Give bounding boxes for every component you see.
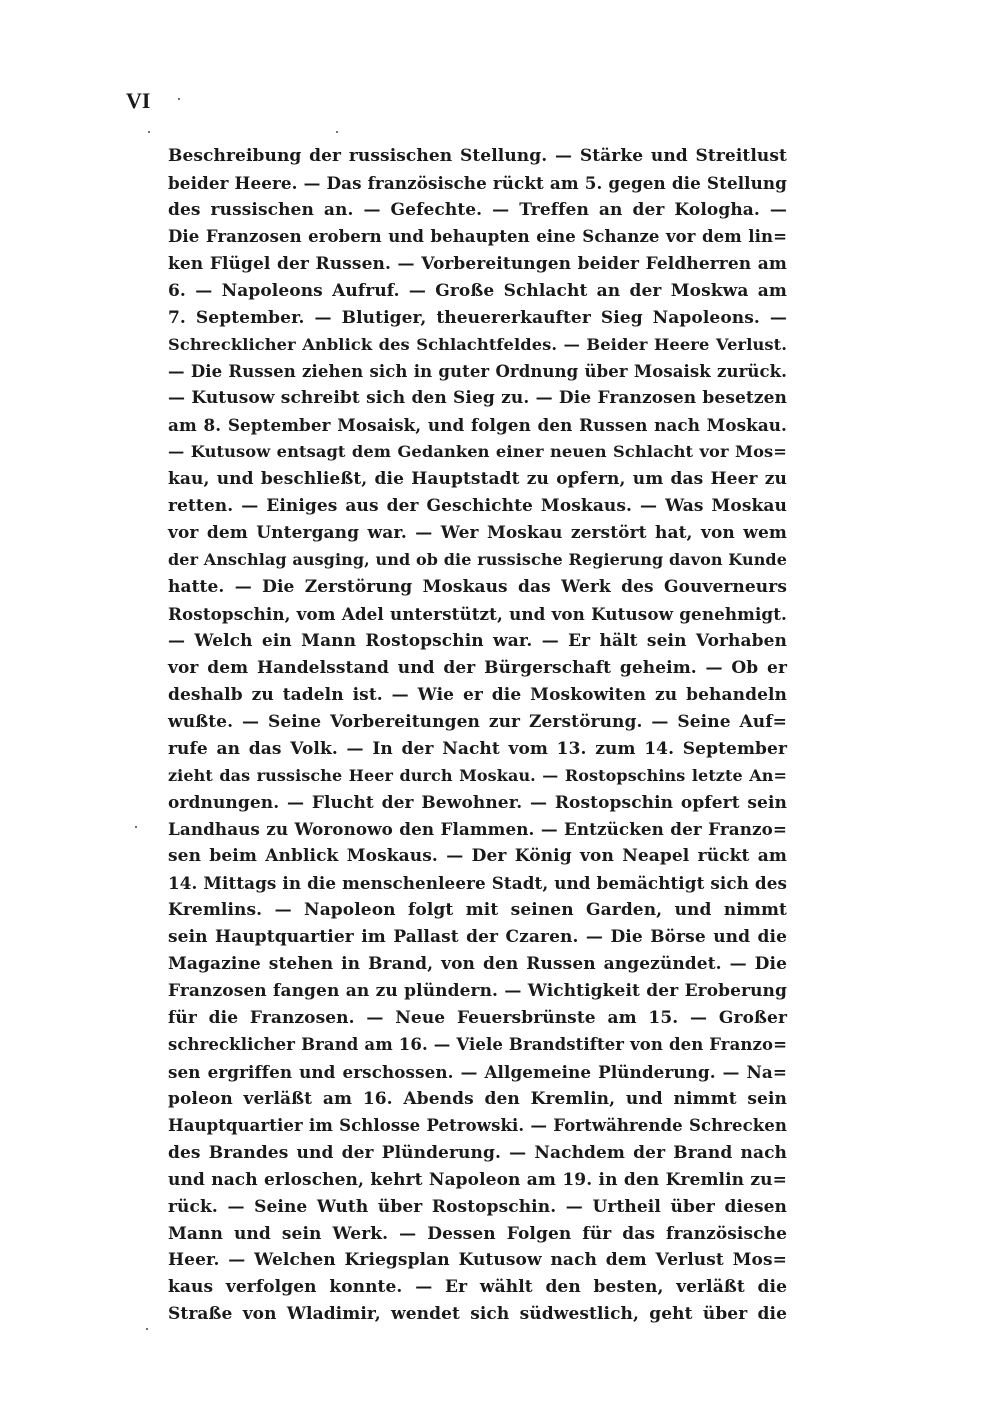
scan-speck [146, 1328, 148, 1330]
text-line: zieht das russische Heer durch Moskau. — Rostopschins letzte An= [168, 765, 787, 785]
text-line: deshalb zu tadeln ist. — Wie er die Moskowiten zu behandeln [168, 684, 787, 705]
text-line: Landhaus zu Woronowo den Flammen. — Entzücken der Franzo= [168, 819, 787, 840]
text-line: Heer. — Welchen Kriegsplan Kutusow nach dem Verlust Mos= [168, 1250, 787, 1271]
scan-speck [148, 131, 150, 133]
summary-text-block [168, 143, 787, 1328]
text-line: sein Hauptquartier im Pallast der Czaren. — Die Börse und die [168, 927, 787, 948]
text-line: Hauptquartier im Schlosse Petrowski. — Fortwährende Schrecken [168, 1115, 787, 1135]
text-line: hatte. — Die Zerstörung Moskaus das Werk des Gouverneurs [168, 577, 787, 597]
text-line: Schrecklicher Anblick des Schlachtfeldes. — Beider Heere Verlust. [168, 334, 787, 354]
text-line: rück. — Seine Wuth über Rostopschin. — Urtheil über diesen [168, 1196, 787, 1217]
scan-speck [178, 98, 180, 100]
text-line: 7. September. — Blutiger, theuererkaufter Sieg Napoleons. — [168, 307, 787, 328]
scan-speck [135, 826, 137, 828]
page-number: VI [126, 88, 151, 113]
text-line: vor dem Handelsstand und der Bürgerschaft geheim. — Ob er [168, 657, 787, 678]
text-line: am 8. September Mosaisk, und folgen den Russen nach Moskau. [168, 415, 787, 436]
text-line: Rostopschin, vom Adel unterstützt, und von Kutusow genehmigt. [168, 603, 787, 624]
text-line: der Anschlag ausging, und ob die russische Regierung davon Kunde [168, 550, 787, 570]
text-line: schrecklicher Brand am 16. — Viele Brandstifter von den Franzo= [168, 1034, 787, 1054]
text-line: Magazine stehen in Brand, von den Russen angezündet. — Die [168, 954, 787, 975]
text-line: 14. Mittags in die menschenleere Stadt, und bemächtigt sich des [168, 873, 787, 894]
text-line: für die Franzosen. — Neue Feuersbrünste am 15. — Großer [168, 1008, 787, 1028]
text-line: — Kutusow schreibt sich den Sieg zu. — Die Franzosen besetzen [168, 388, 787, 409]
text-line: und nach erloschen, kehrt Napoleon am 19. in den Kremlin zu= [168, 1169, 787, 1190]
text-line: ordnungen. — Flucht der Bewohner. — Rostopschin opfert sein [168, 792, 787, 813]
text-line: beider Heere. — Das französische rückt am 5. gegen die Stellung [168, 172, 787, 193]
text-line: sen ergriffen und erschossen. — Allgemeine Plünderung. — Na= [168, 1061, 787, 1082]
text-line: kau, und beschließt, die Hauptstadt zu opfern, um das Heer zu [168, 469, 787, 490]
text-line: Straße von Wladimir, wendet sich südwestlich, geht über die [168, 1304, 787, 1325]
text-line: sen beim Anblick Moskaus. — Der König von Neapel rückt am [168, 846, 787, 867]
text-line: Mann und sein Werk. — Dessen Folgen für das französische [168, 1223, 787, 1244]
text-line: retten. — Einiges aus der Geschichte Moskaus. — Was Moskau [168, 496, 787, 517]
text-line: wußte. — Seine Vorbereitungen zur Zerstörung. — Seine Auf= [168, 711, 787, 732]
scan-speck [336, 131, 338, 133]
text-line: 6. — Napoleons Aufruf. — Große Schlacht an der Moskwa am [168, 280, 787, 301]
text-line: des Brandes und der Plünderung. — Nachdem der Brand nach [168, 1142, 787, 1163]
text-line: — Welch ein Mann Rostopschin war. — Er hält sein Vorhaben [168, 630, 787, 651]
text-line: rufe an das Volk. — In der Nacht vom 13. zum 14. September [168, 738, 787, 759]
text-line: des russischen an. — Gefechte. — Treffen an der Kologha. — [168, 199, 787, 220]
text-line: Franzosen fangen an zu plündern. — Wichtigkeit der Eroberung [168, 981, 787, 1002]
text-line: Die Franzosen erobern und behaupten eine Schanze vor dem lin= [168, 226, 787, 246]
text-line: kaus verfolgen konnte. — Er wählt den besten, verläßt die [168, 1277, 787, 1298]
text-line: vor dem Untergang war. — Wer Moskau zerstört hat, von wem [168, 523, 787, 544]
text-line: Kremlins. — Napoleon folgt mit seinen Garden, und nimmt [168, 900, 787, 921]
text-line: Beschreibung der russischen Stellung. — Stärke und Streitlust [168, 146, 787, 166]
text-line: — Die Russen ziehen sich in guter Ordnung über Mosaisk zurück. [168, 361, 787, 381]
text-line: ken Flügel der Russen. — Vorbereitungen beider Feldherren am [168, 253, 787, 274]
text-line: — Kutusow entsagt dem Gedanken einer neuen Schlacht vor Mos= [168, 442, 787, 462]
text-line: poleon verläßt am 16. Abends den Kremlin, und nimmt sein [168, 1088, 787, 1109]
